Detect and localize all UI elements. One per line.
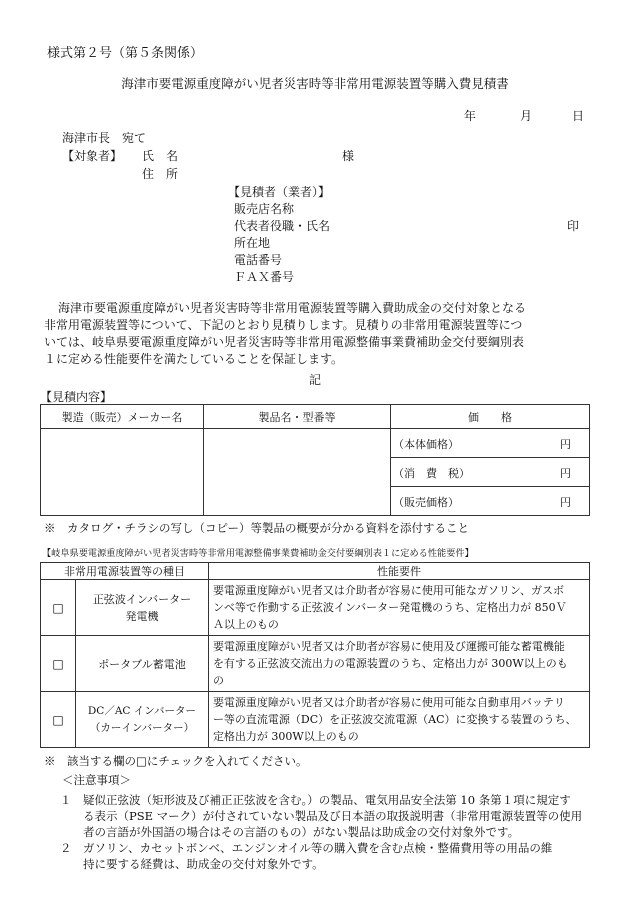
requirement-line: 要電源重度障がい児者又は介助者が容易に使用可能な自動車用バッテリ — [212, 696, 565, 709]
date-year: 年 — [464, 109, 477, 123]
note-line: ２ ガソリン、カセットボンベ、エンジンオイル等の購入費を含む点検・整備費用等の用品の維 — [60, 841, 553, 855]
yen-unit: 円 — [560, 467, 571, 480]
requirement-line: ー等の直流電源（DC）を正弦波交流電源（AC）に変換する装置のうち、 — [212, 713, 577, 726]
requirement-line: 要電源重度障がい児者又は介助者が容易に使用可能なガソリン、ガスボ — [212, 584, 565, 597]
battery-type — [76, 636, 209, 692]
estimator-heading: 【見積者（業者）】 — [228, 185, 331, 199]
location-label: 所在地 — [234, 236, 271, 250]
type-line: 発電機 — [125, 609, 159, 623]
intro-line: 海津市要電源重度障がい児者災害時等非常用電源装置等購入費助成金の交付対象となる — [58, 301, 527, 315]
date-day: 日 — [572, 109, 585, 123]
yen-unit: 円 — [560, 438, 571, 451]
note-line: １ 疑似正弦波（矩形波及び補正正弦波を含む。）の製品、電気用品安全法第 10 条第１項に規定す — [60, 793, 571, 807]
price-tax-label: （消 費 税） — [393, 467, 470, 480]
form-number: 様式第２号（第５条関係） — [47, 46, 204, 61]
type-line: DC／AC インバーター — [87, 704, 197, 717]
addressee: 海津市長 宛て — [62, 131, 147, 145]
price-header: 価 格 — [391, 405, 590, 429]
product-header: 製品名・型番等 — [204, 405, 391, 429]
requirements-heading: 【岐阜県要電源重度障がい児者災害時等非常用電源整備事業費補助金交付要綱別表１に定める性能要件】 — [42, 548, 474, 559]
document-title: 海津市要電源重度障がい児者災害時等非常用電源装置等購入費見積書 — [121, 76, 509, 91]
price-total-cell[interactable] — [391, 487, 590, 516]
generator-checkbox[interactable]: □ — [41, 580, 76, 636]
note-line: 者の言語が外国語の場合はその言語のもの）がない製品は助成金の交付対象外です。 — [60, 825, 520, 839]
battery-checkbox[interactable]: □ — [41, 636, 76, 692]
estimate-heading: 【見積内容】 — [40, 390, 113, 404]
requirements-table — [40, 562, 590, 748]
notes-list — [60, 792, 605, 872]
intro-line: 非常用電源装置等について、下記のとおり見積りします。見積りの非常用電源装置等につ — [44, 318, 523, 332]
inverter-checkbox[interactable]: □ — [41, 692, 76, 748]
ki-mark: 記 — [308, 373, 321, 387]
inverter-type — [76, 692, 209, 748]
shop-name-label: 販売店名称 — [234, 202, 295, 216]
phone-label: 電話番号 — [234, 253, 283, 267]
inverter-requirement — [208, 692, 589, 748]
maker-cell[interactable] — [41, 429, 204, 516]
representative-label: 代表者役職・氏名 — [234, 219, 331, 233]
target-label: 【対象者】 — [62, 149, 123, 163]
catalog-note: ※ カタログ・チラシの写し（コピー）等製品の概要が分かる資料を添付すること — [44, 521, 470, 535]
yen-unit: 円 — [560, 496, 571, 509]
type-header: 非常用電源装置等の種目 — [41, 563, 209, 580]
generator-requirement — [208, 580, 589, 636]
product-cell[interactable] — [204, 429, 391, 516]
price-total-label: （販売価格） — [393, 496, 459, 509]
requirement-line: を有する正弦波交流出力の電源装置のうち、定格出力が 300W以上のも — [212, 657, 568, 670]
intro-line: いては、岐阜県要電源重度障がい児者災害時等非常用電源整備事業費補助金交付要綱別表 — [44, 335, 525, 349]
requirement-line: ンベ等で作動する正弦波インバーター発電機のうち、定格出力が 850Ｖ — [212, 601, 567, 614]
date-month: 月 — [520, 109, 533, 123]
requirement-line: 定格出力が 300W以上のもの — [212, 730, 359, 743]
requirement-line: Ａ以上のもの — [212, 618, 279, 631]
fax-label: ＦＡＸ番号 — [234, 270, 295, 284]
type-line: （カーインバーター） — [89, 721, 195, 734]
battery-requirement — [208, 636, 589, 692]
name-label: 氏 名 — [142, 149, 179, 163]
estimate-table — [40, 404, 590, 516]
note-line: 持に要する経費は、助成金の交付対象外です。 — [60, 857, 324, 871]
type-line: ポータブル蓄電池 — [98, 657, 186, 671]
notes-heading: ＜注意事項＞ — [62, 773, 131, 787]
requirement-line: 要電源重度障がい児者又は介助者が容易に使用及び運搬可能な蓄電機能 — [212, 640, 565, 653]
price-body-cell[interactable] — [391, 429, 590, 458]
note-line: る表示（PSE マーク）が付されていない製品及び日本語の取扱説明書（非常用電源装置等の使用 — [60, 809, 583, 823]
seal-mark: 印 — [567, 219, 580, 233]
checkbox-note: ※ 該当する欄の□にチェックを入れてください。 — [44, 754, 308, 768]
requirement-header: 性能要件 — [208, 563, 589, 580]
price-body-label: （本体価格） — [393, 438, 459, 451]
requirement-line: の — [212, 674, 224, 687]
honorific: 様 — [342, 149, 355, 163]
type-line: 正弦波インバーター — [92, 592, 192, 606]
price-tax-cell[interactable] — [391, 458, 590, 487]
intro-paragraph — [44, 300, 589, 368]
address-label: 住 所 — [142, 167, 179, 181]
intro-line: １に定める性能要件を満たしていることを保証します。 — [44, 352, 344, 366]
generator-type — [76, 580, 209, 636]
maker-header: 製造（販売）メーカー名 — [41, 405, 204, 429]
